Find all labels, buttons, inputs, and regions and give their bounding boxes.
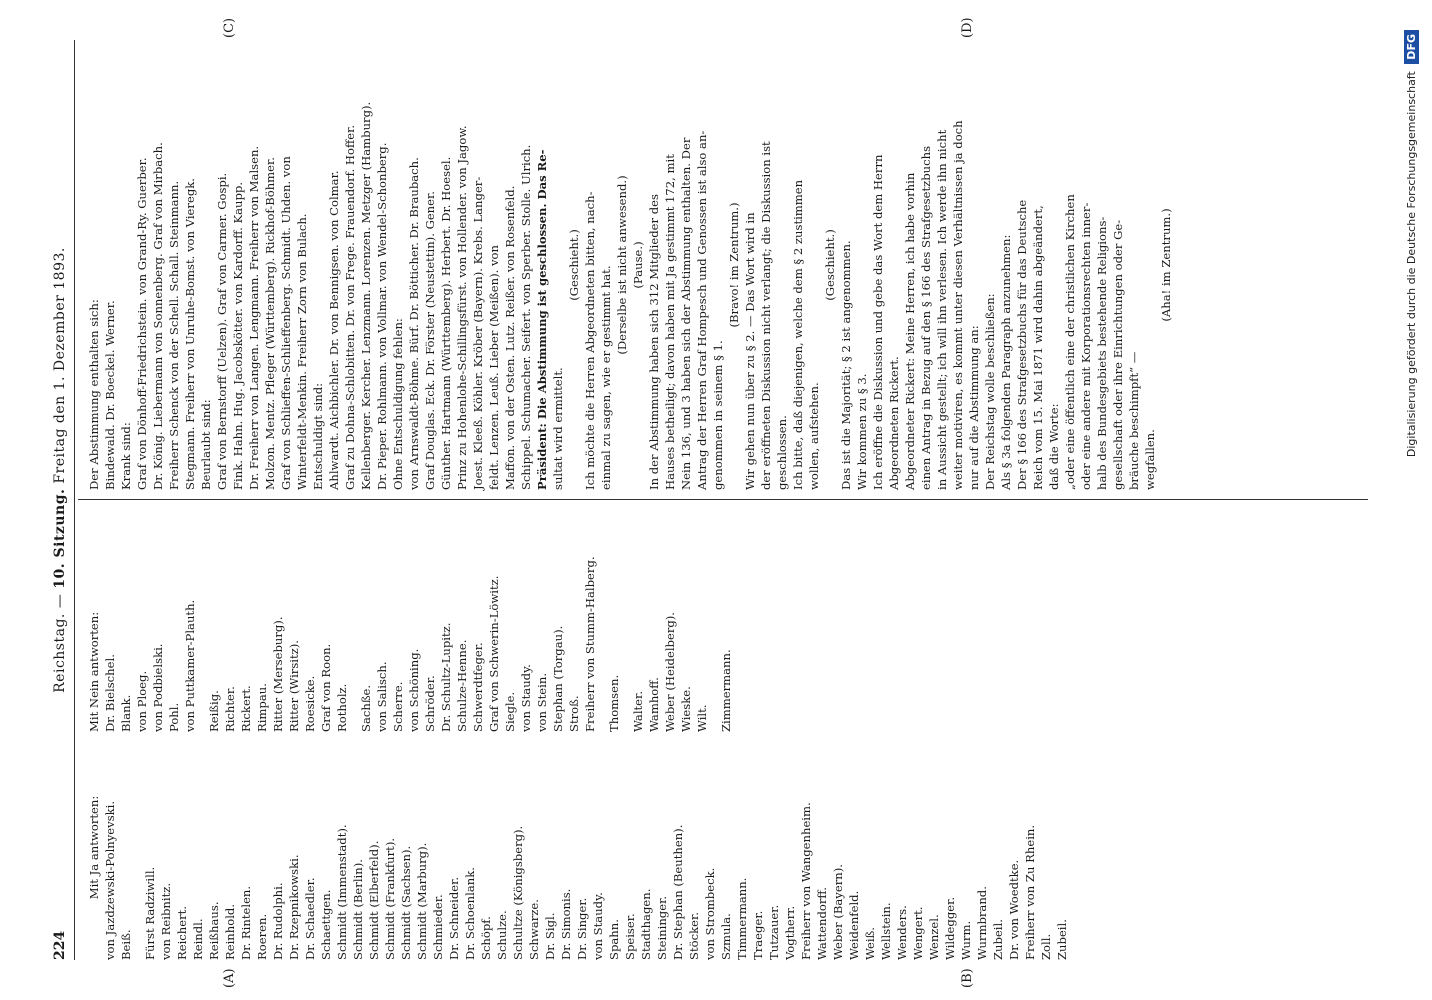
ja-name: Dr. Schoenlank. xyxy=(463,867,477,960)
nein-name: Reißig. xyxy=(207,690,221,732)
nein-name: Rickert. xyxy=(239,685,253,732)
ja-name: Weidenfeld. xyxy=(847,890,861,960)
nein-name: Schröder. xyxy=(423,675,437,732)
ja-name: Speiser. xyxy=(623,913,637,960)
ja-name: Roeren. xyxy=(255,913,269,960)
proceedings-line: wegfallen. xyxy=(1143,429,1157,490)
proceedings-line: Ich eröffne die Diskussion und gebe das Wort dem Herrn xyxy=(871,154,885,490)
ja-name: Stöcker. xyxy=(687,912,701,960)
proceedings-line: Hauses betheiligt; davon haben mit Ja gestimmt 172, mit xyxy=(663,154,677,490)
proceedings-line: Graf zu Dohna-Schlobitten. Dr. von Frege. Frauendorf. Hoffer. xyxy=(343,124,357,490)
ja-name: Schulze. xyxy=(495,910,509,960)
ja-name: Schultze (Königsberg). xyxy=(511,825,525,960)
proceedings-line: Graf von Bernstorff (Uelzen). Graf von Carmer. Gospi. xyxy=(215,172,229,490)
ja-name: Dr. Singer. xyxy=(575,897,589,960)
proceedings-line: Günther. Hartmann (Württemberg). Herbert. Dr. Hoesel. xyxy=(439,156,453,490)
ja-name: Reinhold. xyxy=(223,903,237,960)
proceedings-line: Winterfeldt-Menkin. Freiherr Zorn von Bulach. xyxy=(295,213,309,490)
nein-name: Walter. xyxy=(631,690,645,732)
proceedings-text xyxy=(86,40,1174,490)
ja-name: Wenzel. xyxy=(927,914,941,960)
proceedings-line: (Bravo! im Zentrum.) xyxy=(727,202,741,328)
nein-name: Ritter (Merseburg). xyxy=(271,616,285,732)
nein-name: von Staudy. xyxy=(519,664,533,732)
nein-name: Stephan (Torgau). xyxy=(551,625,565,732)
proceedings-line: Als § 3a folgenden Paragraph anzunehmen: xyxy=(999,234,1013,490)
proceedings-line: Joest. Kleeß. Köhler. Kröber (Bayern). Krebs. Langer- xyxy=(471,176,485,490)
nein-name: Richter. xyxy=(223,686,237,732)
ja-name: Zubeil. xyxy=(1055,919,1069,960)
nein-name: Graf von Roon. xyxy=(319,643,333,732)
ja-name: Dr. Rudolphi. xyxy=(271,882,285,960)
proceedings-line: Prinz zu Hohenlohe-Schillingsfürst. von Hollender. von Jagow. xyxy=(455,125,469,490)
nein-name: Blank. xyxy=(119,694,133,732)
nein-name: Schulze-Henne. xyxy=(455,639,469,732)
page-number: 224 xyxy=(52,930,68,960)
proceedings-line: Ich bitte, daß diejenigen, welche dem § 2 zustimmen xyxy=(791,179,805,490)
ja-name: von Strombeck. xyxy=(703,867,717,960)
ja-name: Wattendorff. xyxy=(815,887,829,960)
proceedings-line: der eröffneten Diskussion nicht verlangt; die Diskussion ist xyxy=(759,141,773,490)
proceedings-line: Dr. König. Liebermann von Sonnenberg. Graf von Mirbach. xyxy=(151,142,165,490)
watermark-text: Digitalisierung gefördert durch die Deutsche Forschungsgemeinschaft xyxy=(1405,71,1418,458)
ja-name: Traeger. xyxy=(751,910,765,960)
ja-name: Schmidt (Sachsen). xyxy=(399,845,413,960)
proceedings-line: Reich vom 15. Mai 1871 wird dahin abgeändert, xyxy=(1031,205,1045,490)
proceedings-line: Schippel. Schumacher. Seifert. von Sperber. Stolle. Ulrich. xyxy=(519,144,533,490)
nein-name: Stroß. xyxy=(567,695,581,732)
nein-name xyxy=(198,510,206,732)
ja-name: Wenders. xyxy=(895,905,909,960)
ja-name: von Reibnitz. xyxy=(159,882,173,960)
ja-names xyxy=(102,735,1070,960)
title-right: Freitag den 1. Dezember 1893. xyxy=(52,247,68,484)
proceedings-line: Graf Douglas. Eck. Dr. Förster (Neustettin). Gener. xyxy=(423,191,437,490)
proceedings-line: einen Antrag in Bezug auf den § 166 des Strafgesetzbuchs xyxy=(919,145,933,490)
proceedings-line: Ahlwardt. Aichbichler. Dr. von Bennigsen. von Colmar. xyxy=(327,170,341,490)
proceedings-line: bräuche beschimpft“ — xyxy=(1127,351,1141,490)
proceedings-line: in Aussicht gestellt; ich will ihn verlesen. Ich werde ihn nicht xyxy=(935,129,949,490)
nein-name: Graf von Schwerin-Löwitz. xyxy=(487,575,501,732)
proceedings-line: (Geschieht.) xyxy=(823,229,837,301)
ja-name: Dr. von Woedtke. xyxy=(1007,859,1021,960)
proceedings-line: nur auf die Abstimmung an: xyxy=(967,325,981,490)
nein-name: Weber (Heidelberg). xyxy=(663,612,677,732)
ja-name: Zubeil. xyxy=(991,919,1005,960)
column-divider xyxy=(78,499,1368,500)
proceedings-line: Beurlaubt sind: xyxy=(199,399,213,490)
proceedings-line: weiter motiviren, es kommt unter diesen Verhältnissen ja doch xyxy=(951,120,965,490)
nein-name: Wamhoff. xyxy=(647,677,661,732)
proceedings-line: Entschuldigt sind: xyxy=(311,382,325,490)
nein-name: von Ploeg. xyxy=(135,670,149,732)
proceedings-line: feldt. Lenzen. Leuß. Lieber (Meißen). von xyxy=(487,245,501,490)
ja-name: Wellstein. xyxy=(879,902,893,960)
ja-name: von Staudy. xyxy=(591,892,605,960)
ja-name: Vogtherr. xyxy=(783,905,797,960)
ja-name: Dr. Sigl. xyxy=(543,912,557,960)
ja-name: Reindl. xyxy=(191,918,205,960)
proceedings-line: Maffon. von der Osten. Lutz. Reißer. von Rosenfeld. xyxy=(503,185,517,490)
proceedings-line: von Arnswaldt-Böhme. Bürf. Dr. Bötticher. Dr. Braubach. xyxy=(407,157,421,490)
title-session: 10. Sitzung. xyxy=(52,488,68,589)
nein-name: Freiherr von Stumm-Halberg. xyxy=(583,556,597,732)
ja-name: Reißhaus. xyxy=(207,901,221,960)
running-title xyxy=(52,30,68,910)
header-rule xyxy=(74,40,75,960)
proceedings-line: In der Abstimmung haben sich 312 Mitglieder des xyxy=(647,194,661,490)
ja-name: Schmidt (Frankfurt). xyxy=(383,837,397,960)
nein-list xyxy=(86,510,734,732)
proceedings-line: Molzon. Mentz. Pfleger (Württemberg). Rickhof-Böhmer. xyxy=(263,157,277,490)
ja-name: Schöpf. xyxy=(479,916,493,960)
ja-name xyxy=(134,735,142,960)
nein-name: Ritter (Wirsitz). xyxy=(287,640,301,732)
ja-name: Zoll. xyxy=(1039,933,1053,960)
proceedings-line: Nein 136, und 3 haben sich der Abstimmung enthalten. Der xyxy=(679,137,693,490)
nein-name: Dr. Schultz-Lupitz. xyxy=(439,622,453,732)
ja-name: Weber (Bayern). xyxy=(831,864,845,960)
nein-name xyxy=(622,510,630,732)
ja-name: Dr. Rintelen. xyxy=(239,885,253,960)
ja-name: Schmidt (Elberfeld). xyxy=(367,840,381,960)
proceedings-line: gesellschaft oder ihre Einrichtungen oder Ge- xyxy=(1111,219,1125,490)
page-header xyxy=(46,30,74,960)
ja-name: Beiß. xyxy=(119,929,133,960)
ja-name: Schmidt (Immenstadt). xyxy=(335,824,349,960)
margin-marker-a: (A) xyxy=(222,968,237,988)
proceedings-line: Stegmann. Freiherr von Unruhe-Bomst. von Vieregk. xyxy=(183,178,197,490)
nein-name: Scherre. xyxy=(391,681,405,732)
margin-marker-b: (B) xyxy=(960,968,975,988)
nein-name: Siegle. xyxy=(503,691,517,732)
proceedings-line: Wir gehen nun über zu § 2. — Das Wort wird in xyxy=(743,212,757,490)
nein-name xyxy=(710,510,718,732)
nein-name: Wieske. xyxy=(679,686,693,732)
proceedings-line: Fink. Hahn. Hug. Jacobskötter. von Kardorff. Kaupp. xyxy=(231,181,245,490)
ja-name: Wildegger. xyxy=(943,896,957,960)
proceedings-line: Krank sind: xyxy=(119,422,133,490)
nein-name: von Salisch. xyxy=(375,661,389,732)
nein-name: Roesicke. xyxy=(303,675,317,732)
proceedings-line: Graf von Dönhoff-Friedrichstein. von Grand-Ry. Guerber. xyxy=(135,157,149,490)
proceedings-line: geschlossen. xyxy=(775,415,789,490)
proceedings-line: sultat wird ermittelt. xyxy=(551,367,565,490)
proceedings-line: (Pause.) xyxy=(631,241,645,289)
proceedings-line: Wir kommen zu § 3. xyxy=(855,373,869,490)
proceedings-line: Dr. Freiherr von Langen. Lengmann. Freiherr von Malsen. xyxy=(247,145,261,490)
ja-name: Tutzauer. xyxy=(767,904,781,960)
ja-name: Reichert. xyxy=(175,905,189,960)
proceedings-line: (Aha! im Zentrum.) xyxy=(1159,208,1173,322)
proceedings-line: daß die Worte: xyxy=(1047,403,1061,490)
nein-name: Wilt. xyxy=(695,704,709,732)
proceedings-line: Der Reichstag wolle beschließen: xyxy=(983,293,997,490)
ja-heading: Mit Ja antworten: xyxy=(87,795,101,900)
nein-names xyxy=(86,510,734,732)
digitization-watermark xyxy=(1404,30,1419,960)
proceedings-line: Ich möchte die Herren Abgeordneten bitten, nach- xyxy=(583,191,597,490)
ja-name: Dr. Simonis. xyxy=(559,888,573,960)
proceedings-line: Antrag der Herren Graf Hompesch und Genossen ist also an- xyxy=(695,130,709,490)
nein-name: Schwerdtfeger. xyxy=(471,642,485,732)
nein-name: Thomsen. xyxy=(607,674,621,732)
ja-name: Wengert. xyxy=(911,906,925,960)
nein-name: von Schöning. xyxy=(407,648,421,732)
ja-name: Dr. Stephan (Beuthen). xyxy=(671,824,685,960)
nein-name: Sachße. xyxy=(359,684,373,732)
nein-name: Pohl. xyxy=(167,702,181,732)
proceedings-line: Dr. Pieper. Rohlmann. von Vollmar. von Wendel-Schonberg. xyxy=(375,142,389,490)
ja-name: Fürst Radziwill. xyxy=(143,866,157,960)
margin-marker-c: (C) xyxy=(222,17,237,38)
proceedings-line: (Geschieht.) xyxy=(567,229,581,301)
right-column xyxy=(86,40,1174,490)
proceedings-line: Kellenberger. Kercher. Lenzmann. Lorenzen. Metzger (Hamburg). xyxy=(359,101,373,490)
ja-name: Schmidt (Berlin). xyxy=(351,859,365,960)
ja-name: Stadthagen. xyxy=(639,888,653,960)
ja-name: Weiß. xyxy=(863,927,877,960)
proceedings-line: Abgeordneter Rickert: Meine Herren, ich habe vorhin xyxy=(903,172,917,490)
proceedings-line: wollen, aufstehen. xyxy=(807,382,821,490)
ja-name: Schwarze. xyxy=(527,899,541,960)
ja-list xyxy=(86,735,1070,960)
proceedings-line: Bindewald. Dr. Boeckel. Werner. xyxy=(103,300,117,490)
proceedings-line: Der Abstimmung enthalten sich: xyxy=(87,299,101,490)
ja-name: Dr. Rzepnikowski. xyxy=(287,854,301,960)
proceedings-line: Freiherr Schenck von der Schell. Schall. Steinmann. xyxy=(167,180,181,490)
ja-name: Schmieder. xyxy=(431,894,445,960)
nein-name: Zimmermann. xyxy=(719,649,733,732)
nein-name: Dr. Bielschel. xyxy=(103,654,117,732)
nein-name xyxy=(350,510,358,732)
proceedings-line: Präsident: Die Abstimmung ist geschlossen. Das Re- xyxy=(535,149,549,490)
proceedings-line: Ohne Entschuldigung fehlen: xyxy=(391,318,405,490)
proceedings-line: „oder eine öffentlich eine der christlichen Kirchen xyxy=(1063,194,1077,490)
ja-name: Dr. Schaedler. xyxy=(303,877,317,960)
title-left: Reichstag. — xyxy=(52,593,68,693)
nein-name: Rimpau. xyxy=(255,683,269,732)
nein-name: Rotholz. xyxy=(335,683,349,732)
ja-name: Wurm. xyxy=(959,920,973,960)
ja-name: Steininger. xyxy=(655,895,669,960)
margin-marker-d: (D) xyxy=(960,17,975,38)
ja-name: Spahn. xyxy=(607,919,621,960)
ja-name: Dr. Schneider. xyxy=(447,876,461,960)
ja-name: Schmidt (Marburg). xyxy=(415,842,429,960)
nein-name: von Puttkamer-Plauth. xyxy=(183,599,197,732)
ja-name: Timmermann. xyxy=(735,877,749,960)
nein-name xyxy=(598,510,606,732)
proceedings-line: Der § 166 des Strafgesetzbuchs für das Deutsche xyxy=(1015,199,1029,490)
proceedings-line: Abgeordneten Rickert. xyxy=(887,356,901,490)
ja-name: Freiherr von Wangenheim. xyxy=(799,802,813,960)
proceedings-line: halb des Bundesgebiets bestehende Religions- xyxy=(1095,216,1109,490)
ja-name: Schaettgen. xyxy=(319,889,333,960)
nein-name: Mit Nein antworten: xyxy=(87,611,101,732)
nein-name: von Stein. xyxy=(535,672,549,732)
proceedings-line: Graf von Schlieffen-Schlieffenberg. Schmidt. Uhden. von xyxy=(279,156,293,490)
proceedings-line: einmal zu sagen, wie er gestimmt hat. xyxy=(599,265,613,490)
ja-name: Szmula. xyxy=(719,913,733,960)
proceedings-line: Das ist die Majorität; § 2 ist angenommen. xyxy=(839,240,853,490)
dfg-logo: DFG xyxy=(1404,30,1419,64)
proceedings-line: (Derselbe ist nicht anwesend.) xyxy=(615,175,629,355)
ja-name: von Jazdzewski-Polnyevski. xyxy=(103,800,117,960)
proceedings-line: oder eine andere mit Korporationsrechten inner- xyxy=(1079,202,1093,490)
proceedings-line: genommen in seinem § 1. xyxy=(711,340,725,490)
nein-name: von Podbielski. xyxy=(151,643,165,732)
ja-name: Wurmbrand. xyxy=(975,886,989,960)
ja-name: Freiherr von Zu Rhein. xyxy=(1023,824,1037,960)
